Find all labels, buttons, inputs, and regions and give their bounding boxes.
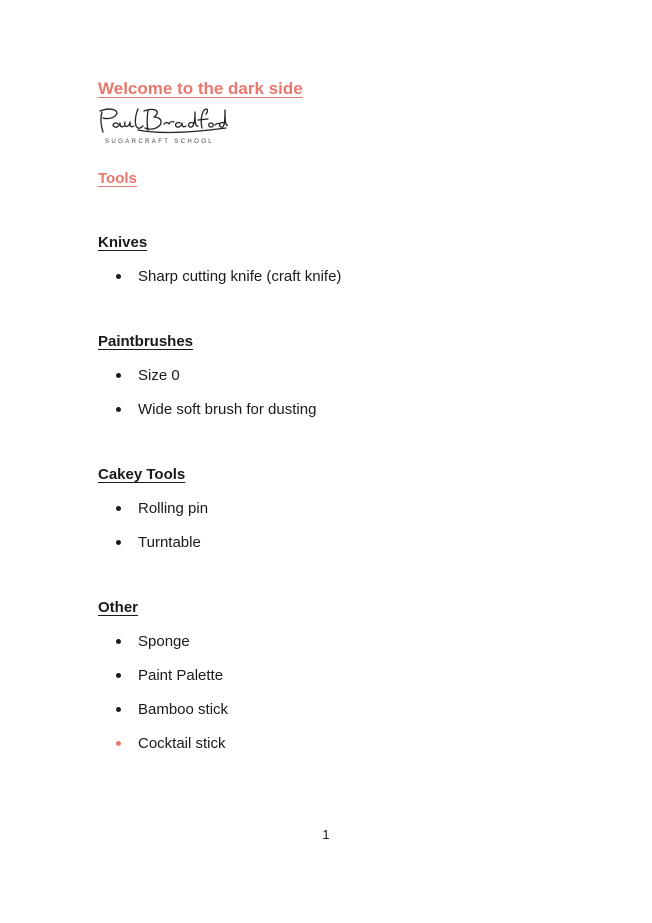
list-item-text: Paint Palette xyxy=(138,667,224,684)
list-item-text: Turntable xyxy=(138,534,201,551)
logo-subtitle: SUGARCRAFT SCHOOL xyxy=(105,139,215,145)
document-title: Welcome to the dark side xyxy=(98,79,303,98)
page-number: 1 xyxy=(322,827,330,842)
paul-bradford-logo xyxy=(98,104,228,148)
section-heading-paintbrushes: Paintbrushes xyxy=(98,333,194,350)
list-item-text: Bamboo stick xyxy=(138,701,229,718)
section-heading-cakey-tools: Cakey Tools xyxy=(98,466,186,483)
bullet-icon xyxy=(116,407,121,412)
section-heading-other: Other xyxy=(98,599,139,616)
list-item xyxy=(116,534,201,551)
list-item-text: Wide soft brush for dusting xyxy=(138,401,317,418)
bullet-icon xyxy=(116,707,121,712)
bullet-icon xyxy=(116,506,121,511)
bullet-icon xyxy=(116,673,121,678)
list-item xyxy=(116,701,228,718)
bullet-icon xyxy=(116,540,121,545)
bullet-icon xyxy=(116,373,121,378)
list-item xyxy=(116,667,223,684)
list-item xyxy=(116,401,316,418)
list-item xyxy=(116,735,226,752)
bullet-icon xyxy=(116,639,121,644)
list-item-text: Rolling pin xyxy=(138,500,209,517)
section-heading-knives: Knives xyxy=(98,234,148,251)
list-item-text: Sponge xyxy=(138,633,190,650)
list-item-text: Size 0 xyxy=(138,367,180,384)
tools-heading: Tools xyxy=(98,170,137,187)
bullet-icon xyxy=(116,741,121,746)
list-item xyxy=(116,633,190,650)
list-item xyxy=(116,367,180,384)
list-item-text: Cocktail stick xyxy=(138,735,226,752)
list-item xyxy=(116,268,341,285)
bullet-icon xyxy=(116,274,121,279)
signature-logo-icon xyxy=(98,104,228,138)
list-item-text: Sharp cutting knife (craft knife) xyxy=(138,268,342,285)
list-item xyxy=(116,500,208,517)
